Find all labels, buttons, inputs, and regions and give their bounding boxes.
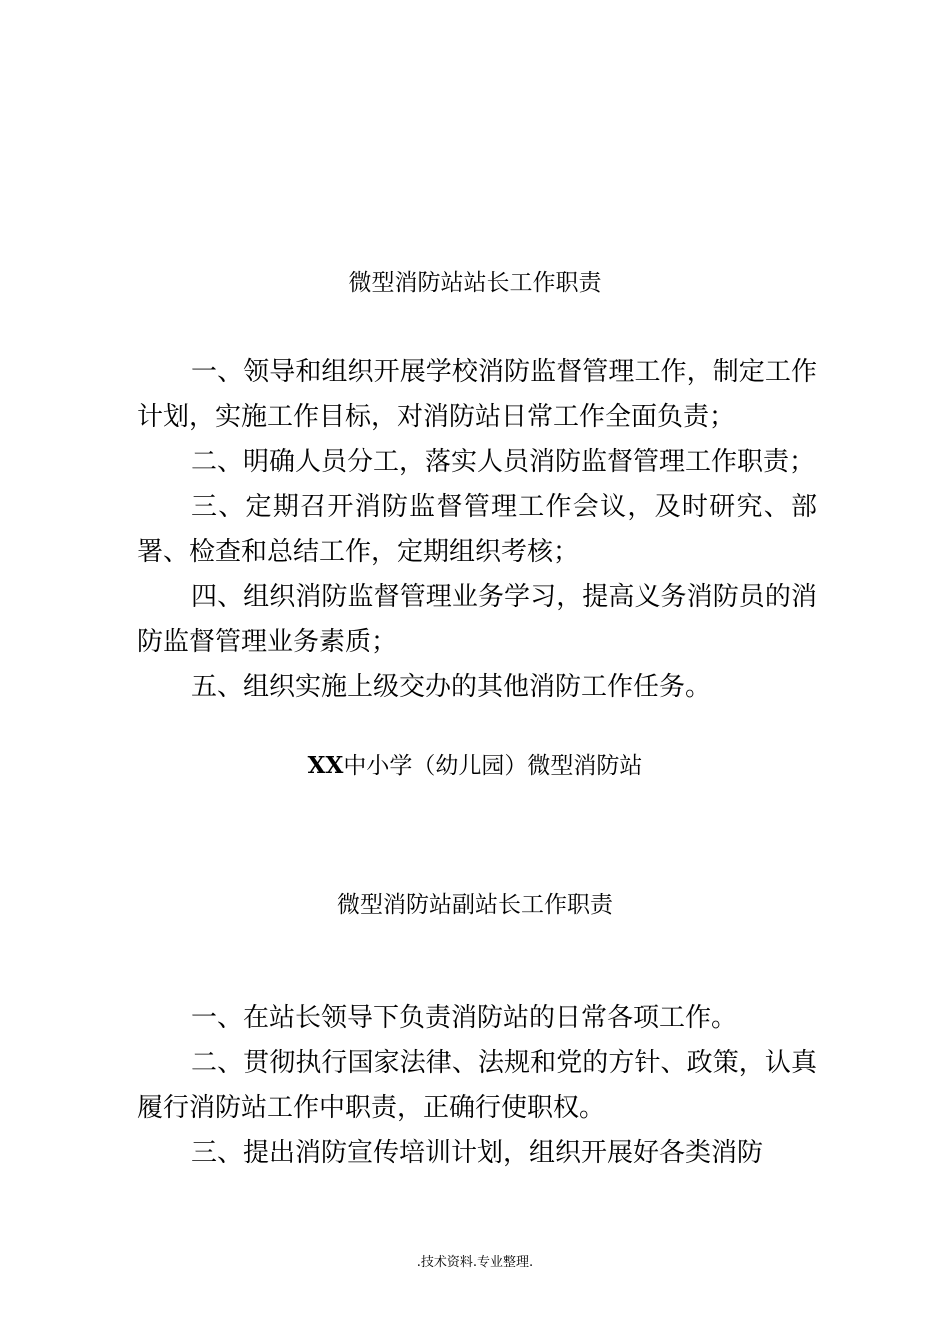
section1-paragraph-2: 二、明确人员分工，落实人员消防监督管理工作职责； xyxy=(191,447,816,477)
section2-title: 微型消防站副站长工作职责 xyxy=(337,892,613,918)
signature-prefix: XX xyxy=(307,752,344,779)
section1-paragraph-3: 三、定期召开消防监督管理工作会议，及时研究、部署、检查和总结工作，定期组织考核； xyxy=(137,492,817,567)
section2-paragraph-1: 一、在站长领导下负责消防站的日常各项工作。 xyxy=(191,1003,738,1033)
section1-paragraph-4: 四、组织消防监督管理业务学习，提高义务消防员的消防监督管理业务素质； xyxy=(137,582,817,657)
section2-body xyxy=(137,996,817,1176)
section1-paragraph-1: 一、领导和组织开展学校消防监督管理工作，制定工作计划，实施工作目标，对消防站日常工作全面负责； xyxy=(137,357,817,432)
section1-body xyxy=(137,350,817,710)
section1-title: 微型消防站站长工作职责 xyxy=(348,270,602,296)
page-footer: .技术资料.专业整理. xyxy=(416,1255,534,1270)
section2-paragraph-3: 三、提出消防宣传培训计划，组织开展好各类消防 xyxy=(191,1138,764,1168)
signature-text: 中小学（幼儿园）微型消防站 xyxy=(343,753,643,779)
section1-signature xyxy=(0,751,950,781)
section1-paragraph-5: 五、组织实施上级交办的其他消防工作任务。 xyxy=(191,672,712,702)
section2-paragraph-2: 二、贯彻执行国家法律、法规和党的方针、政策，认真履行消防站工作中职责，正确行使职权。 xyxy=(137,1048,817,1123)
